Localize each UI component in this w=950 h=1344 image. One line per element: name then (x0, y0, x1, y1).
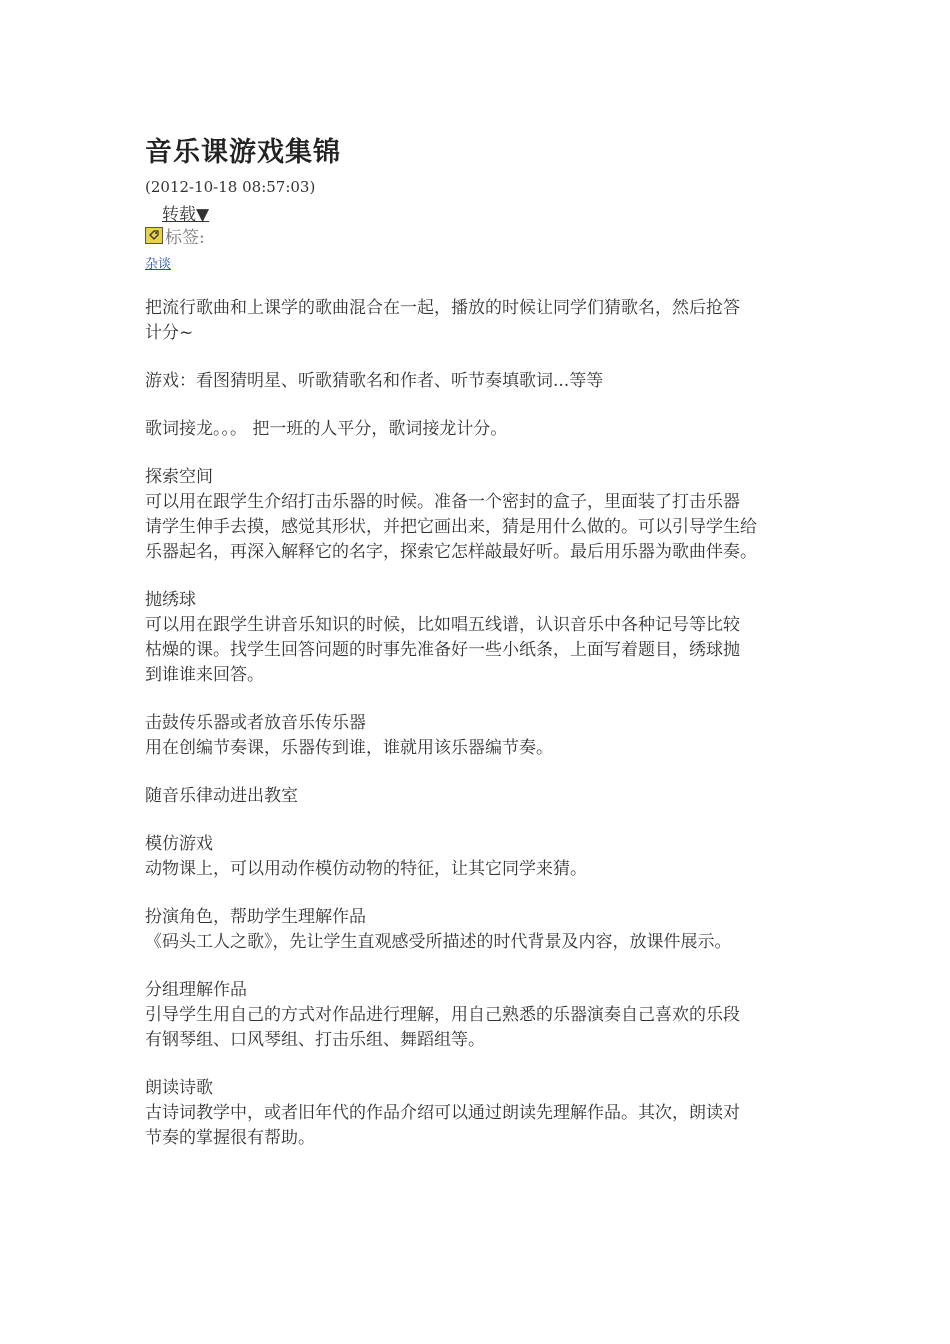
paragraph-line: 击鼓传乐器或者放音乐传乐器 (145, 713, 366, 733)
paragraph-line: 探索空间 (145, 467, 213, 487)
paragraph (145, 905, 815, 955)
paragraph-line: 分组理解作品 (145, 980, 247, 1000)
paragraph-line: 可以用在跟学生讲音乐知识的时候，比如唱五线谱，认识音乐中各种记号等比较 (145, 615, 740, 635)
paragraph (145, 978, 815, 1053)
tag-link[interactable]: 杂谈 (145, 257, 172, 272)
paragraph (145, 417, 815, 442)
tag-icon (145, 227, 163, 244)
paragraph-line: 有钢琴组、口风琴组、打击乐组、舞蹈组等。 (145, 1030, 485, 1050)
paragraph (145, 1076, 815, 1151)
paragraph-line: 随音乐律动进出教室 (145, 786, 298, 806)
paragraph-line: 节奏的掌握很有帮助。 (145, 1128, 315, 1148)
paragraph-line: 扮演角色，帮助学生理解作品 (145, 907, 366, 927)
paragraph-line: 动物课上，可以用动作模仿动物的特征，让其它同学来猜。 (145, 859, 587, 879)
paragraph-line: 抛绣球 (145, 590, 196, 610)
paragraph-line: 计分~ (145, 323, 194, 343)
repost-link[interactable]: 转载▼ (162, 205, 210, 225)
paragraph (145, 784, 815, 809)
paragraph (145, 296, 815, 346)
paragraph-line: 朗读诗歌 (145, 1078, 213, 1098)
paragraph-line: 引导学生用自己的方式对作品进行理解，用自己熟悉的乐器演奏自己喜欢的乐段 (145, 1005, 740, 1025)
paragraph (145, 369, 815, 394)
paragraph-line: 游戏：看图猜明星、听歌猜歌名和作者、听节奏填歌词...等等 (145, 371, 604, 391)
paragraph-line: 古诗词教学中，或者旧年代的作品介绍可以通过朗读先理解作品。其次，朗读对 (145, 1103, 740, 1123)
page-title: 音乐课游戏集锦 (145, 137, 341, 168)
paragraph-line: 用在创编节奏课，乐器传到谁，谁就用该乐器编节奏。 (145, 738, 553, 758)
paragraph-line: 乐器起名，再深入解释它的名字，探索它怎样敲最好听。最后用乐器为歌曲伴奏。 (145, 542, 757, 562)
paragraph-line: 把流行歌曲和上课学的歌曲混合在一起，播放的时候让同学们猜歌名，然后抢答 (145, 298, 740, 318)
paragraph-line: 《码头工人之歌》，先让学生直观感受所描述的时代背景及内容，放课件展示。 (145, 932, 732, 952)
paragraph-line: 可以用在跟学生介绍打击乐器的时候。准备一个密封的盒子，里面装了打击乐器 (145, 492, 740, 512)
paragraph-line: 到谁谁来回答。 (145, 665, 264, 685)
paragraph-line: 枯燥的课。找学生回答问题的时事先准备好一些小纸条，上面写着题目，绣球抛 (145, 640, 740, 660)
paragraph-line: 歌词接龙。。。 把一班的人平分，歌词接龙计分。 (145, 419, 508, 439)
tags-label: 标签: (165, 227, 205, 248)
paragraph-line: 请学生伸手去摸，感觉其形状，并把它画出来，猜是用什么做的。可以引导学生给 (145, 517, 757, 537)
paragraph (145, 588, 815, 688)
paragraph-line: 模仿游戏 (145, 834, 213, 854)
article-body (145, 296, 815, 1174)
paragraph (145, 711, 815, 761)
tags-row (145, 225, 205, 248)
paragraph (145, 832, 815, 882)
paragraph (145, 465, 815, 565)
post-date: (2012-10-18 08:57:03) (145, 178, 316, 196)
